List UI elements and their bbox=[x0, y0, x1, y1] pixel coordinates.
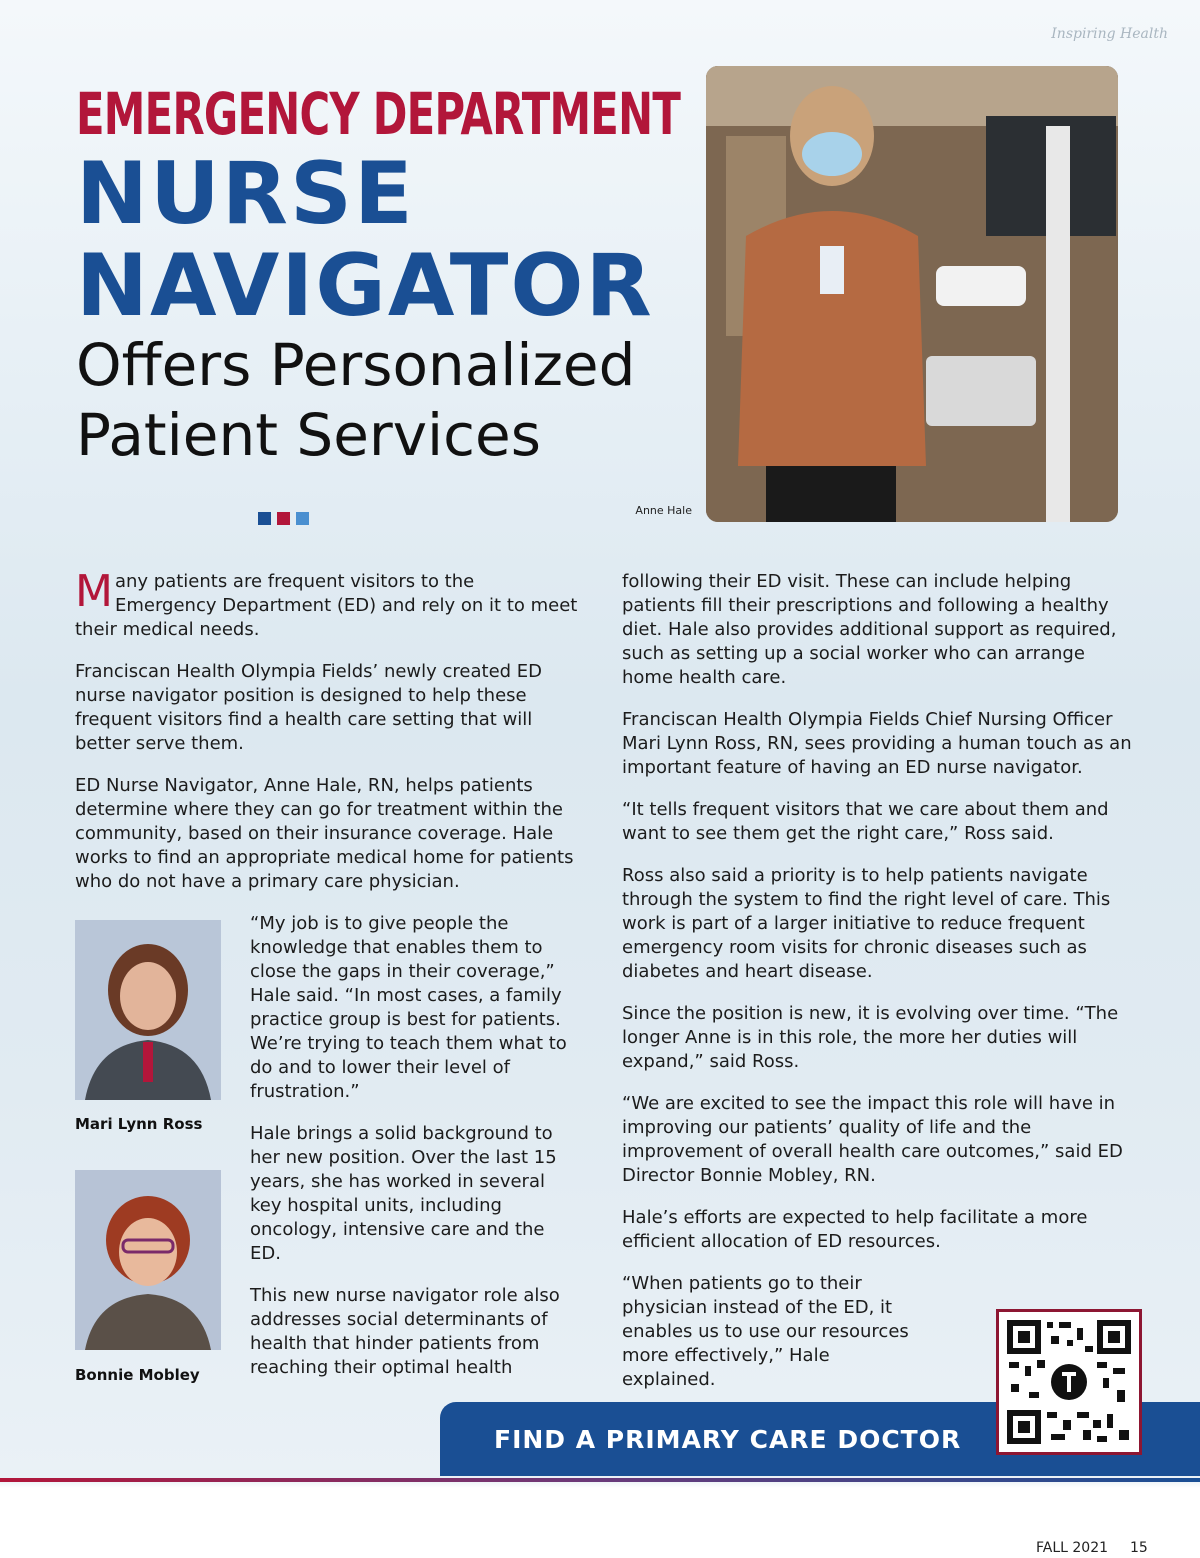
title-main-line2: NAVIGATOR bbox=[76, 236, 654, 336]
paragraph: Ross also said a priority is to help patients navigate through the system to find the right level of care. This work is part of a larger initiative to reduce frequent emergency room visits for chronic diseases such as diabetes and heart disease. bbox=[622, 865, 1111, 982]
square-lightblue-icon bbox=[296, 512, 309, 525]
title-kicker: EMERGENCY DEPARTMENT bbox=[76, 80, 681, 148]
portrait-label-ross: Mari Lynn Ross bbox=[75, 1115, 203, 1133]
title-main bbox=[76, 144, 654, 336]
footer-rule bbox=[0, 1478, 1200, 1482]
left-column-narrow bbox=[250, 912, 580, 1398]
paragraph: “My job is to give people the knowledge that enables them to close the gaps in their coverage,” Hale said. “In most cases, a family practice group is best for patients. We’re trying to teach them what to do and to lower their level of frustration.” bbox=[250, 913, 567, 1102]
title-sub-line1: Offers Personalized bbox=[76, 331, 636, 399]
footer-issue: FALL 2021 bbox=[1036, 1540, 1109, 1556]
portrait-mobley-icon bbox=[75, 1170, 221, 1350]
hero-photo bbox=[706, 66, 1118, 522]
paragraph: “It tells frequent visitors that we care about them and want to see them get the right care,” Ross said. bbox=[622, 799, 1109, 844]
paragraph: “When patients go to their physician instead of the ED, it enables us to use our resources more effectively,” Hale explained. bbox=[622, 1273, 909, 1390]
portrait-label-mobley: Bonnie Mobley bbox=[75, 1366, 200, 1384]
portrait-ross bbox=[75, 920, 221, 1100]
paragraph: “We are excited to see the impact this role will have in improving our patients’ quality of life and the improvement of overall health care outcomes,” said ED Director Bonnie Mobley, RN. bbox=[622, 1093, 1123, 1186]
square-red-icon bbox=[277, 512, 290, 525]
square-blue-icon bbox=[258, 512, 271, 525]
paragraph: Hale’s efforts are expected to help facilitate a more efficient allocation of ED resources. bbox=[622, 1207, 1088, 1252]
paragraph: following their ED visit. These can include helping patients fill their prescriptions and following a healthy diet. Hale also provides additional support as required, such as setting up a social worker who can arrange home health care. bbox=[622, 571, 1117, 688]
title-sub bbox=[76, 330, 635, 470]
paragraph: Many patients are frequent visitors to the Emergency Department (ED) and rely on it to meet their medical needs. bbox=[75, 566, 578, 640]
title-main-line1: NURSE bbox=[76, 144, 415, 244]
nurse-photo-icon bbox=[706, 66, 1118, 522]
paragraph: Since the position is new, it is evolving over time. “The longer Anne is in this role, the more her duties will expand,” said Ross. bbox=[622, 1003, 1119, 1072]
paragraph: Hale brings a solid background to her new position. Over the last 15 years, she has worked in several key hospital units, including oncology, intensive care and the ED. bbox=[250, 1123, 557, 1264]
paragraph: This new nurse navigator role also addresses social determinants of health that hinder patients from reaching their optimal health bbox=[250, 1285, 560, 1378]
paragraph: Franciscan Health Olympia Fields’ newly created ED nurse navigator position is designed to help these frequent visitors find a health care setting that will better serve them. bbox=[75, 661, 543, 754]
decorative-squares bbox=[258, 512, 309, 525]
qr-code-icon bbox=[1007, 1320, 1131, 1444]
paragraph: Franciscan Health Olympia Fields Chief Nursing Officer Mari Lynn Ross, RN, sees providing a human touch as an important feature of having an ED nurse navigator. bbox=[622, 709, 1132, 778]
paragraph: ED Nurse Navigator, Anne Hale, RN, helps patients determine where they can go for treatment within the community, based on their insurance coverage. Hale works to find an appropriate medical home for patients who do not have a primary care physician. bbox=[75, 775, 574, 892]
qr-code[interactable] bbox=[996, 1309, 1142, 1455]
title-sub-line2: Patient Services bbox=[76, 401, 541, 469]
photo-caption: Anne Hale bbox=[635, 504, 692, 517]
running-head: Inspiring Health bbox=[1051, 26, 1168, 42]
find-doctor-label: FIND A PRIMARY CARE DOCTOR bbox=[494, 1424, 962, 1454]
right-column bbox=[622, 570, 1132, 1410]
page-number: 15 bbox=[1130, 1540, 1148, 1556]
portrait-mobley bbox=[75, 1170, 221, 1350]
portrait-ross-icon bbox=[75, 920, 221, 1100]
left-column bbox=[75, 566, 580, 912]
